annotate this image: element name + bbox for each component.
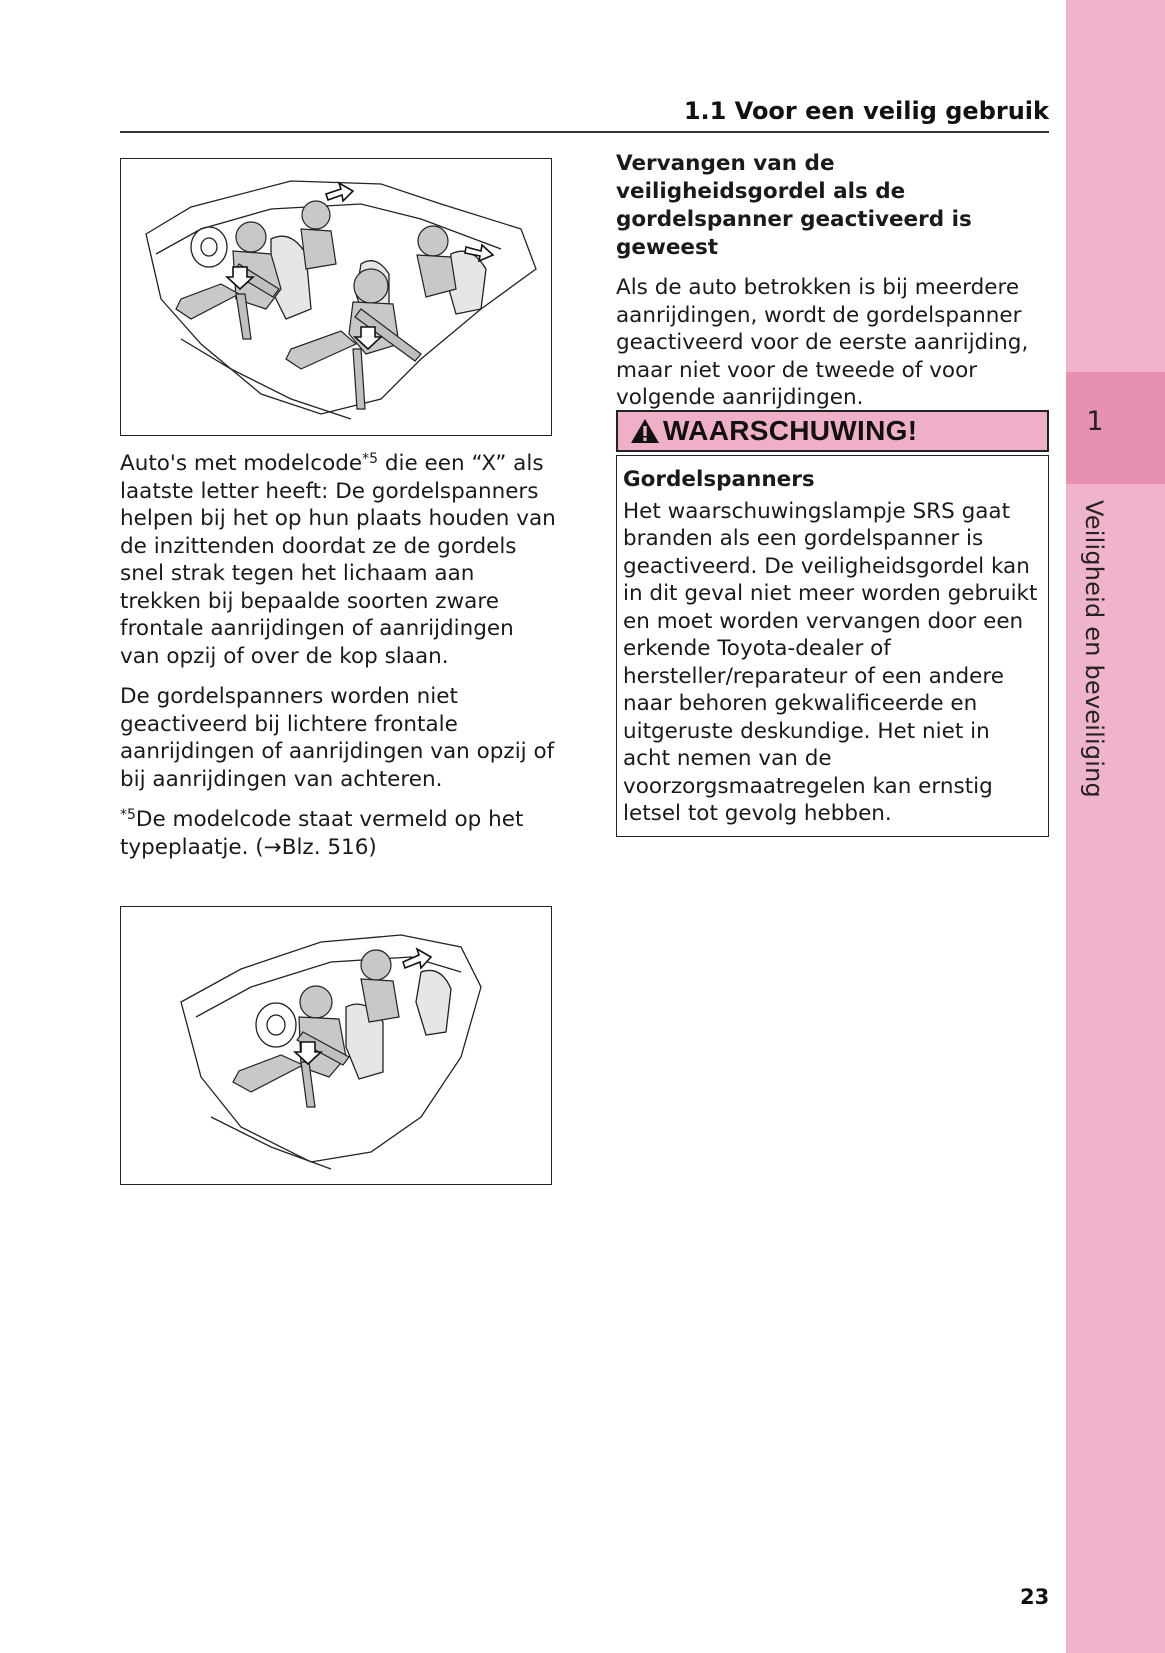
warning-triangle-icon bbox=[630, 417, 660, 445]
warning-header bbox=[616, 410, 1049, 452]
footnote-text[interactable]: De modelcode staat vermeld op het typeplaatje. (→Blz. 516) bbox=[120, 807, 524, 860]
para1-rest: die een “X” als laatste letter heeft: De gordelspanners helpen bij het op hun plaats houden van de inzittenden doordat ze de gordels snel strak tegen het lichaam aan trekken bij bepaalde soorten zware frontale aanrijdingen of aanrijdingen van opzij of over de kop slaan. bbox=[120, 451, 556, 669]
warning-text: Het waarschuwingslampje SRS gaat branden als een gordelspanner is geactiveerd. De veiligheidsgordel kan in dit geval niet meer worden gebruikt en moet worden vervangen door een erkende Toyota-dealer of hersteller/reparateur of een andere naar behoren gekwalificeerde en uitgeruste deskundige. Het niet in acht nemen van de voorzorgsmaatregelen kan ernstig letsel tot gevolg hebben. bbox=[623, 498, 1038, 826]
chapter-number: 1 bbox=[1086, 406, 1104, 437]
footnote bbox=[120, 806, 560, 861]
chapter-title: Veiligheid en beveiliging bbox=[1080, 500, 1108, 798]
para1-prefix: Auto's met modelcode bbox=[120, 451, 363, 476]
footnote-ref: *5 bbox=[362, 451, 379, 467]
warning-body bbox=[616, 455, 1049, 837]
pretensioner-illustration-front-seats bbox=[120, 906, 552, 1185]
section-title: 1.1 Voor een veilig gebruik bbox=[683, 97, 1049, 125]
footnote-marker: *5 bbox=[120, 807, 136, 823]
replacement-paragraph: Als de auto betrokken is bij meerdere aanrijdingen, wordt de gordelspanner geactiveerd voor de eerste aanrijding, maar niet voor de tweede of voor volgende aanrijdingen. bbox=[616, 275, 1029, 410]
chapter-sidebar bbox=[1066, 0, 1165, 1653]
warning-subtitle: Gordelspanners bbox=[623, 467, 815, 492]
warning-title: WAARSCHUWING! bbox=[663, 415, 918, 446]
left-column bbox=[120, 450, 560, 874]
replacement-heading: Vervangen van de veiligheidsgordel als de gordelspanner geactiveerd is geweest bbox=[616, 151, 972, 260]
pretensioner-illustration-all-seats bbox=[120, 158, 552, 436]
pretensioner-description bbox=[120, 450, 560, 670]
pretensioner-not-activated: De gordelspanners worden niet geactiveerd bij lichtere frontale aanrijdingen of aanrijdingen van opzij of bij aanrijdingen van achteren. bbox=[120, 684, 555, 792]
right-column bbox=[616, 150, 1051, 412]
page-header bbox=[120, 95, 1049, 133]
warning-box bbox=[616, 410, 1049, 837]
page-number: 23 bbox=[1020, 1585, 1050, 1609]
